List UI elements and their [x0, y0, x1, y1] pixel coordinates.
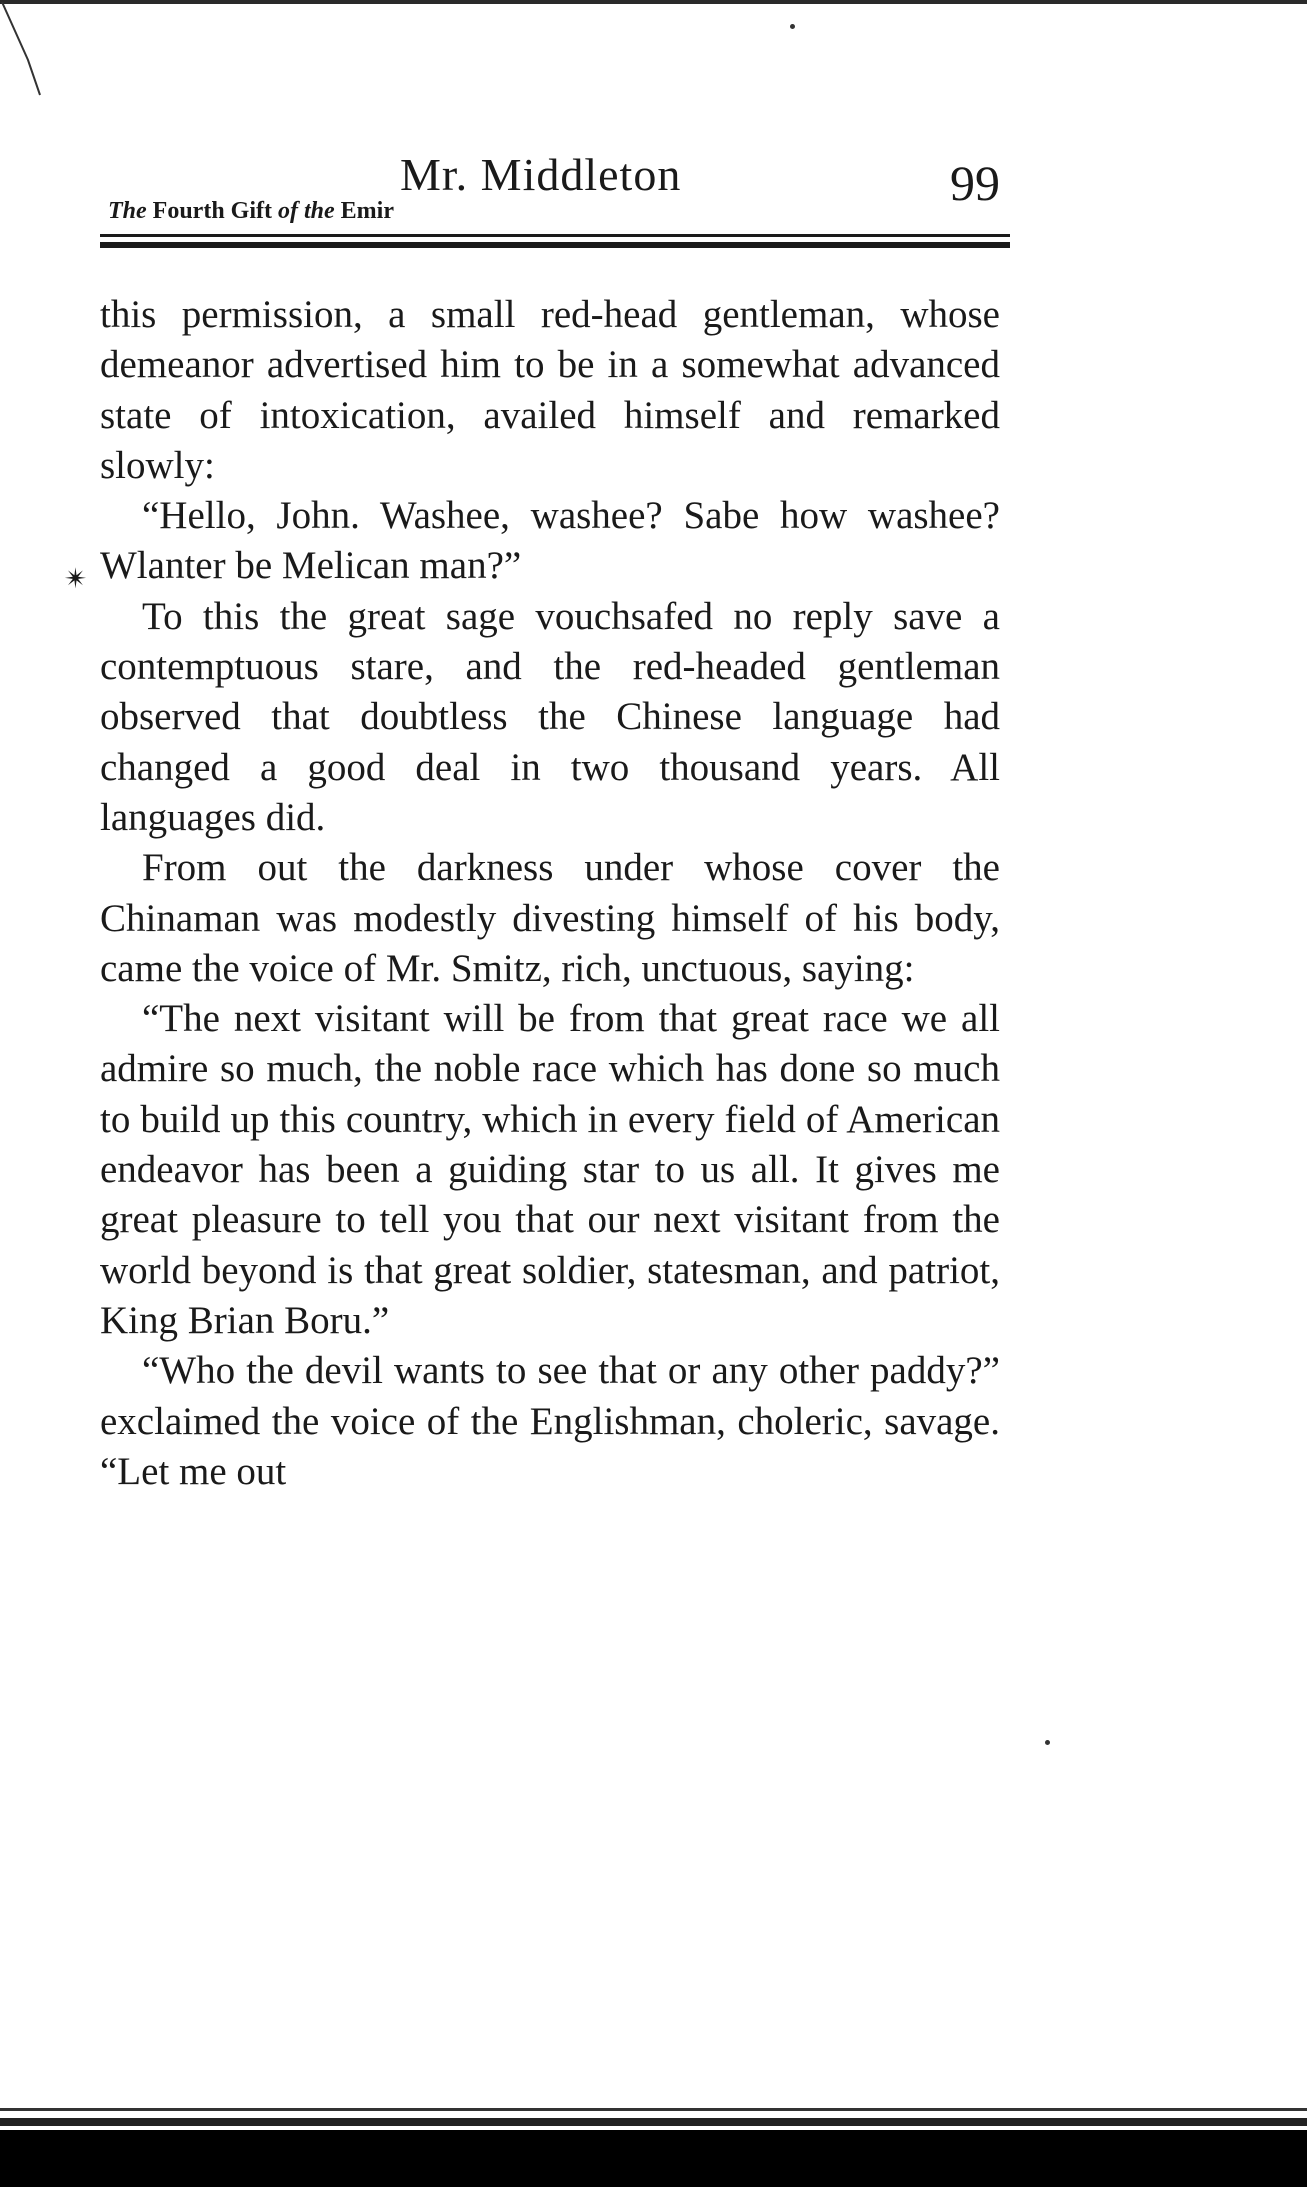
paragraph-2: “Hello, John. Washee, washee? Sabe how washee? Wlanter be Melican man?”: [100, 494, 1000, 588]
corner-scratch-mark: [0, 0, 60, 110]
header-rule-thin: [100, 234, 1010, 237]
bottom-rule-thick: [0, 2118, 1307, 2126]
subtitle-fourth-gift: Fourth Gift: [152, 198, 272, 224]
paragraph-3: To this the great sage vouchsafed no reply save a contemptuous stare, and the red-headed gentleman observed that doubtless the Chinese language had changed a good deal in two thousand years. All languages did.: [100, 594, 1000, 839]
stray-dot: [1045, 1740, 1050, 1745]
paragraph-1: this permission, a small red-head gentleman, whose demeanor advertised him to be in a somewhat advanced state of intoxication, availed himself and remarked slowly:: [100, 293, 1000, 487]
book-subtitle: [108, 198, 394, 225]
page-header: [100, 140, 1010, 250]
header-rule-thick: [100, 242, 1010, 248]
paragraph-4: From out the darkness under whose cover the Chinaman was modestly divesting himself of his body, came the voice of Mr. Smitz, rich, unctuous, saying:: [100, 846, 1000, 990]
paragraph-6: “Who the devil wants to see that or any other paddy?” exclaimed the voice of the Englishman, choleric, savage. “Let me out: [100, 1349, 1000, 1493]
scan-bottom-edge: [0, 2130, 1307, 2187]
subtitle-of-the: of the: [278, 198, 335, 224]
bottom-rule-thin: [0, 2108, 1307, 2111]
page-number: 99: [950, 155, 1000, 211]
margin-annotation-mark: ✴: [64, 562, 88, 595]
body-text: [100, 290, 1000, 1497]
stray-dot: [790, 24, 795, 29]
subtitle-the: The: [108, 198, 147, 224]
subtitle-emir: Emir: [340, 198, 394, 224]
scan-top-edge: [0, 0, 1307, 4]
running-head: Mr. Middleton: [400, 149, 682, 200]
paragraph-5: “The next visitant will be from that great race we all admire so much, the noble race which has done so much to build up this country, which in every field of American endeavor has been a guiding star to us all. It gives me great pleasure to tell you that our next visitant from the world beyond is that great soldier, statesman, and patriot, King Brian Boru.”: [100, 997, 1000, 1342]
